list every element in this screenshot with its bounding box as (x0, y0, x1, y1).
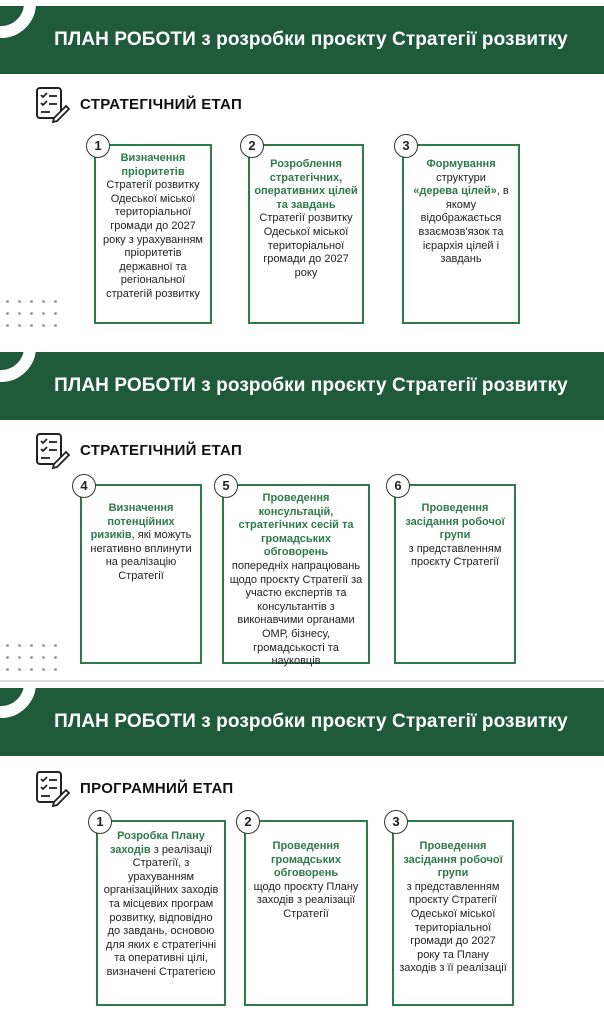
checklist-pencil-icon (32, 430, 72, 470)
slide-3 (0, 682, 604, 1024)
step-card-1 (94, 138, 212, 324)
checklist-pencil-icon (32, 768, 72, 808)
step-card-2 (244, 814, 368, 1006)
slide-1 (0, 0, 604, 340)
checklist-pencil-icon (32, 84, 72, 124)
stage-header (32, 430, 242, 470)
stage-header (32, 768, 233, 808)
step-text: з представленням проєкту Стратегії Одеської міської територіальної громади до 2027 року та Плану заходів з її реалізації (399, 880, 507, 975)
step-number: 2 (240, 134, 264, 158)
decorative-dots (6, 644, 64, 672)
step-highlight: Розроблення стратегічних, оперативних цілей та завдань (254, 158, 358, 211)
step-card-3 (392, 814, 514, 1006)
step-card-5 (222, 478, 370, 668)
step-highlight: Проведення засідання робочої групи (405, 502, 505, 542)
step-card-4 (80, 478, 202, 664)
step-text: структури (436, 171, 486, 184)
step-card-3 (402, 138, 520, 324)
slide-2 (0, 340, 604, 680)
stage-title: ПРОГРАМНИЙ ЕТАП (80, 779, 234, 797)
step-text: з реалізації Стратегії, з урахуванням організаційних заходів та місцевих програм розвитку, відповідно до завдань, основою для яких є стратегічні та оперативні цілі, визначені Стратегією (103, 843, 219, 978)
step-text: , які можуть негативно вплинути на реалізацію Стратегії (90, 529, 192, 582)
step-highlight: Проведення громадських обговорень (270, 840, 342, 880)
banner-title: ПЛАН РОБОТИ з розробки проєкту Стратегії розвитку (54, 29, 568, 50)
step-highlight: Визначення потенційних ризиків (90, 502, 175, 542)
step-highlight: Розробка Плану заходів (109, 830, 205, 856)
banner-title: ПЛАН РОБОТИ з розробки проєкту Стратегії розвитку (54, 375, 568, 396)
step-number: 2 (236, 810, 260, 834)
stage-header (32, 84, 242, 124)
slide-banner (0, 6, 604, 74)
step-highlight-2: «дерева цілей» (413, 185, 497, 198)
step-highlight: Проведення консультацій, стратегічних сесій та громадських обговорень (238, 492, 354, 559)
step-highlight: Визначення пріоритетів (120, 152, 186, 178)
step-text-2: , в якому відображається взаємозв'язок та ієрархія цілей і завдань (418, 185, 509, 266)
step-number: 4 (72, 474, 96, 498)
step-text: попередніх напрацювань щодо проєкту Стратегії за участю експертів та консультантів з виконавчими органами ОМР, бізнесу, громадськості та науковців (229, 559, 363, 668)
step-text: Стратегії розвитку Одеської міської територіальної громади до 2027 року (259, 212, 353, 279)
step-number: 6 (386, 474, 410, 498)
stage-title: СТРАТЕГІЧНИЙ ЕТАП (80, 95, 243, 113)
step-card-6 (394, 478, 516, 664)
step-card-1 (96, 814, 226, 1006)
step-highlight: Формування (426, 158, 496, 170)
step-number: 1 (88, 810, 112, 834)
slide-banner (0, 352, 604, 420)
step-text: щодо проєкту Плану заходів з реалізації Стратегії (253, 880, 359, 920)
slide-banner (0, 688, 604, 756)
step-text: Стратегії розвитку Одеської міської територіальної громади до 2027 року з урахуванням пріоритетів державної та регіональної стратегій розвитку (103, 179, 203, 300)
step-highlight: Проведення засідання робочої групи (403, 840, 503, 880)
step-text: з представленням проєкту Стратегії (408, 542, 502, 569)
step-number: 3 (394, 134, 418, 158)
step-number: 3 (384, 810, 408, 834)
stage-title: СТРАТЕГІЧНИЙ ЕТАП (80, 441, 243, 459)
step-number: 1 (86, 134, 110, 158)
step-card-2 (248, 138, 364, 324)
banner-title: ПЛАН РОБОТИ з розробки проєкту Стратегії розвитку (54, 711, 568, 732)
decorative-dots (6, 300, 64, 328)
step-number: 5 (214, 474, 238, 498)
